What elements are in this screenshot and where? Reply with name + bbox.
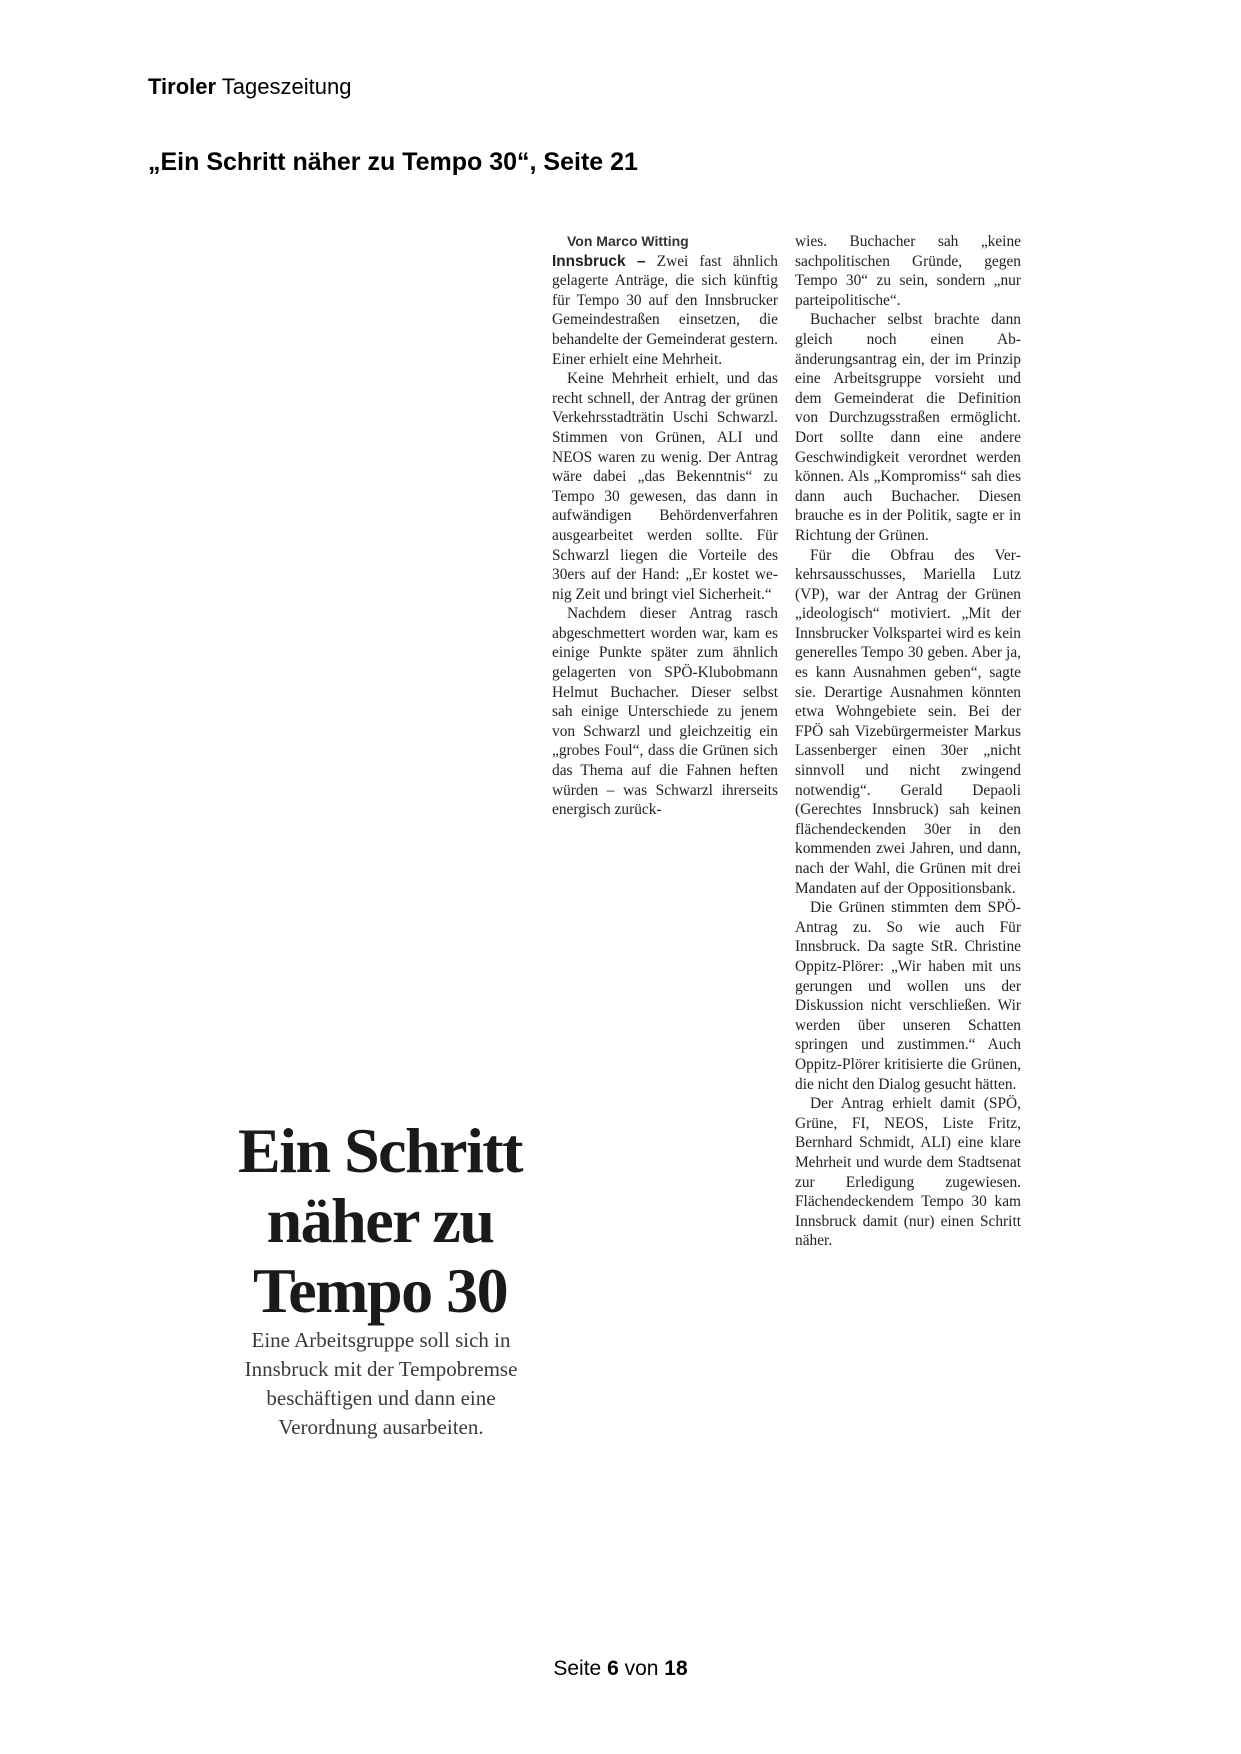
article-paragraph: Der Antrag erhielt damit (SPÖ, Grüne, FI, NEOS, Liste Fritz, Bernhard Schmidt, ALI) eine klare Mehrheit und wurde dem Stadtsenat zur Erledigung zugewiesen. Flächendeckendem Tempo 30 kam Innsbruck damit (nur) einen Schritt näher. [795,1095,1021,1250]
page-footer [0,1657,1241,1681]
article-paragraph: Keine Mehrheit erhielt, und das recht schnell, der Antrag der grünen Verkehrsstadträtin Uschi Schwarzl. Stimmen von Grünen, ALI und NEOS waren zu wenig. Der Antrag wäre dabei „das Bekenntnis“ zu Tempo 30 gewesen, das dann in aufwändigen Behördenverfahren ausgearbeitet werden sollte. Für Schwarzl liegen die Vorteile des 30ers auf der Hand: „Er kostet wenig Zeit und bringt viel Sicherheit.“ [552,370,778,603]
article-paragraph: Nachdem dieser Antrag rasch abgeschmettert worden war, kam es einige Punkte später zum ähnlich gelagerten von SPÖ-Klubobmann Helmut Buchacher. Dieser selbst sah einige Unterschiede zu jenem von Schwarzl und gleichzeitig ein „grobes Foul“, dass die Grünen sich das Thema auf die Fahnen heften würden – was Schwarzl ihrerseits energisch zurück- [552,605,778,819]
page-total: 18 [664,1657,688,1680]
footer-middle: von [624,1657,659,1680]
lead-line: Eine Arbeitsgruppe soll sich in [251,1328,511,1352]
article-paragraph: Die Grünen stimmten dem SPÖ-Antrag zu. So wie auch Für Innsbruck. Da sagte StR. Christine Oppitz-Plörer: „Wir haben mit uns gerungen und wollen uns der Diskussion nicht verschließen. Wir werden über unseren Schatten springen und zustimmen.“ Auch Oppitz-Plörer kritisierte die Grünen, die nicht den Dialog gesucht hätten. [795,899,1021,1093]
article-column-2 [795,232,1021,1251]
article-byline: Von Marco Witting [567,233,689,249]
brand-bold: Tiroler [148,74,217,99]
newspaper-clipping [532,232,1054,1442]
headline-line: Ein Schritt [238,1115,522,1186]
headline-line: Tempo 30 [252,1255,508,1326]
headline-line: näher zu [266,1185,494,1256]
article-column-1 [552,232,778,820]
article-headline [200,1116,560,1326]
footer-prefix: Seite [553,1657,602,1680]
article-paragraph [552,252,778,370]
lead-line: Innsbruck mit der Tempobremse [244,1357,518,1381]
article-lead [216,1326,546,1442]
publication-brand [148,74,351,100]
brand-rest: Tageszeitung [221,74,352,99]
article-dateline: Innsbruck – [552,252,646,270]
document-title: „Ein Schritt näher zu Tempo 30“, Seite 21 [148,148,638,176]
article-paragraph-text: Zwei fast ähnlich gelagerte Anträge, die sich künftig für Tempo 30 auf den Innsbrucker Gemeindestraßen einsetzen, die behandelte der Gemeinderat gestern. Einer erhielt eine Mehrheit. [552,252,778,368]
lead-line: beschäftigen und dann eine [266,1386,496,1410]
article-paragraph: Für die Obfrau des Verkehrsausschusses, Mariella Lutz (VP), war der Antrag der Grünen „ideologisch“ motiviert. „Mit der Innsbrucker Volkspartei wird es kein generelles Tempo 30 geben. Aber ja, es kann Ausnahmen geben“, sagte sie. Derartige Ausnahmen könnten etwa Wohngebiete sein. Bei der FPÖ sah Vizebürgermeister Markus Lassenberger einen 30er „nicht sinnvoll und nicht zwingend notwendig“. Gerald Depaoli (Gerechtes Innsbruck) sah keinen flächendeckenden 30er in den kommenden zwei Jahren, und dann, nach der Wahl, die Grünen mit drei Mandaten auf der Oppositionsbank. [795,546,1021,897]
lead-line: Verordnung ausarbeiten. [278,1415,484,1439]
article-paragraph: wies. Buchacher sah „keine sachpolitischen Gründe, gegen Tempo 30“ zu sein, sondern „nur parteipolitische“. [795,233,1021,309]
page-number: 6 [607,1657,619,1680]
article-paragraph: Buchacher selbst brachte dann gleich noch einen Abänderungsantrag ein, der im Prinzip eine Arbeitsgruppe vorsieht und dem Gemeinderat die Definition von Durchzugsstraßen ermöglicht. Dort sollte dann eine andere Geschwindigkeit verordnet werden können. Als „Kompromiss“ sah dies dann auch Buchacher. Diesen brauche es in der Politik, sagte er in Richtung der Grünen. [795,311,1021,544]
